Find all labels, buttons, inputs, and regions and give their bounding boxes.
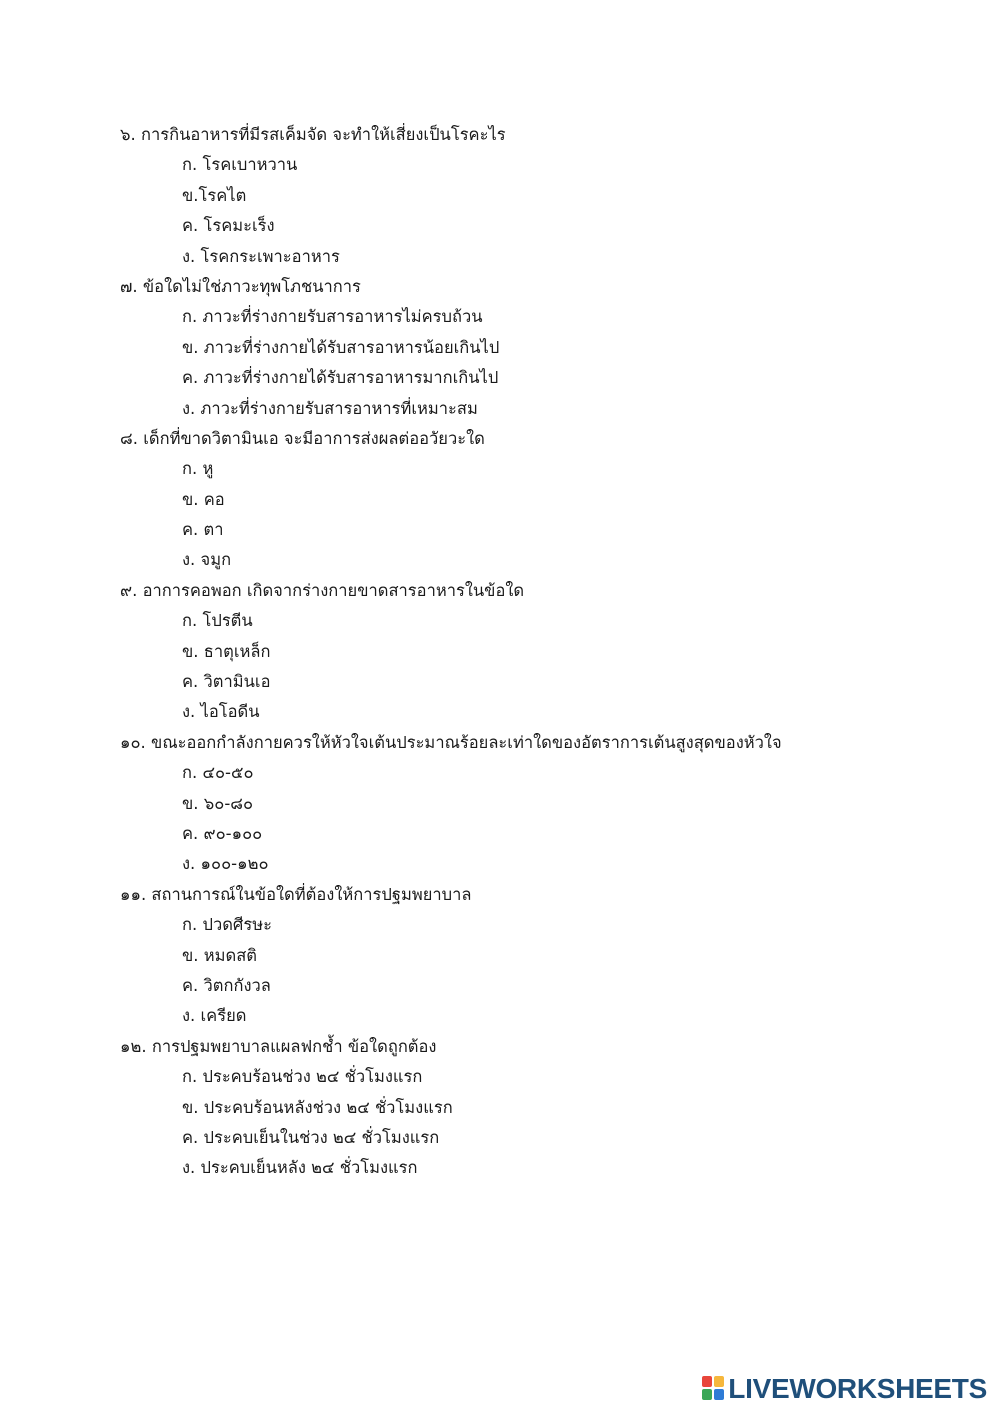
answer-option[interactable]: ข.โรคไต bbox=[182, 185, 247, 205]
answer-option[interactable]: ค. โรคมะเร็ง bbox=[182, 216, 275, 236]
question-block bbox=[0, 424, 999, 576]
answer-option[interactable]: ข. ประคบร้อนหลังช่วง ๒๔ ชั่วโมงแรก bbox=[182, 1097, 453, 1117]
question-text: ๘. เด็กที่ขาดวิตามินเอ จะมีอาการส่งผลต่ออวัยวะใด bbox=[120, 428, 485, 448]
logo-square bbox=[714, 1376, 724, 1387]
answer-option[interactable]: ค. ๙๐-๑๐๐ bbox=[182, 823, 263, 843]
answer-option[interactable]: ค. วิตกกังวล bbox=[182, 975, 271, 995]
answer-option[interactable]: ง. เครียด bbox=[182, 1006, 247, 1026]
answer-option[interactable]: ง. ภาวะที่ร่างกายรับสารอาหารที่เหมาะสม bbox=[182, 398, 478, 418]
answer-option[interactable]: ค. ประคบเย็นในช่วง ๒๔ ชั่วโมงแรก bbox=[182, 1127, 440, 1147]
answer-option[interactable]: ข. ๖๐-๘๐ bbox=[182, 793, 254, 813]
question-text: ๑๒. การปฐมพยาบาลแผลฟกช้ำ ข้อใดถูกต้อง bbox=[120, 1036, 437, 1056]
question-block bbox=[0, 728, 999, 880]
answer-option[interactable]: ข. ธาตุเหล็ก bbox=[182, 641, 271, 661]
question-block bbox=[0, 1032, 999, 1184]
question-block bbox=[0, 120, 999, 272]
answer-option[interactable]: ก. โรคเบาหวาน bbox=[182, 155, 298, 175]
question-block bbox=[0, 272, 999, 424]
answer-option[interactable]: ก. ๔๐-๕๐ bbox=[182, 763, 254, 783]
answer-option[interactable]: ง. โรคกระเพาะอาหาร bbox=[182, 246, 340, 266]
answer-option[interactable]: ง. ประคบเย็นหลัง ๒๔ ชั่วโมงแรก bbox=[182, 1158, 418, 1178]
answer-option[interactable]: ก. ภาวะที่ร่างกายรับสารอาหารไม่ครบถ้วน bbox=[182, 307, 483, 327]
question-text: ๑๑. สถานการณ์ในข้อใดที่ต้องให้การปฐมพยาบาล bbox=[120, 884, 472, 904]
answer-option[interactable]: ง. จมูก bbox=[182, 550, 232, 570]
question-block bbox=[0, 880, 999, 1032]
logo-square bbox=[702, 1389, 712, 1400]
answer-option[interactable]: ค. ภาวะที่ร่างกายได้รับสารอาหารมากเกินไป bbox=[182, 368, 499, 388]
liveworksheets-logo-icon bbox=[702, 1376, 726, 1402]
answer-option[interactable]: ข. หมดสติ bbox=[182, 945, 258, 965]
answer-option[interactable]: ข. คอ bbox=[182, 489, 225, 509]
question-text: ๖. การกินอาหารที่มีรสเค็มจัด จะทำให้เสี่ยงเป็นโรคะไร bbox=[120, 125, 506, 144]
question-block bbox=[0, 576, 999, 728]
liveworksheets-logo-text: LIVEWORKSHEETS bbox=[728, 1373, 987, 1404]
answer-option[interactable]: ก. ปวดศีรษะ bbox=[182, 915, 273, 935]
liveworksheets-logo bbox=[702, 1372, 987, 1406]
answer-option[interactable]: ข. ภาวะที่ร่างกายได้รับสารอาหารน้อยเกินไป bbox=[182, 337, 500, 357]
answer-option[interactable]: ง. ไอโอดีน bbox=[182, 702, 260, 722]
answer-option[interactable]: ก. โปรตีน bbox=[182, 611, 253, 631]
question-text: ๗. ข้อใดไม่ใช่ภาวะทุพโภชนาการ bbox=[120, 276, 361, 296]
answer-option[interactable]: ค. ตา bbox=[182, 520, 224, 540]
question-text: ๑๐. ขณะออกกำลังกายควรให้หัวใจเต้นประมาณร้อยละเท่าใดของอัตราการเต้นสูงสุดของหัวใจ bbox=[120, 732, 782, 752]
answer-option[interactable]: ก. ประคบร้อนช่วง ๒๔ ชั่วโมงแรก bbox=[182, 1067, 423, 1087]
answer-option[interactable]: ง. ๑๐๐-๑๒๐ bbox=[182, 854, 269, 874]
question-text: ๙. อาการคอพอก เกิดจากร่างกายขาดสารอาหารในข้อใด bbox=[120, 580, 525, 600]
logo-square bbox=[702, 1376, 712, 1387]
logo-square bbox=[714, 1389, 724, 1400]
answer-option[interactable]: ก. หู bbox=[182, 459, 214, 479]
answer-option[interactable]: ค. วิตามินเอ bbox=[182, 672, 271, 692]
quiz-questions bbox=[0, 120, 999, 1184]
